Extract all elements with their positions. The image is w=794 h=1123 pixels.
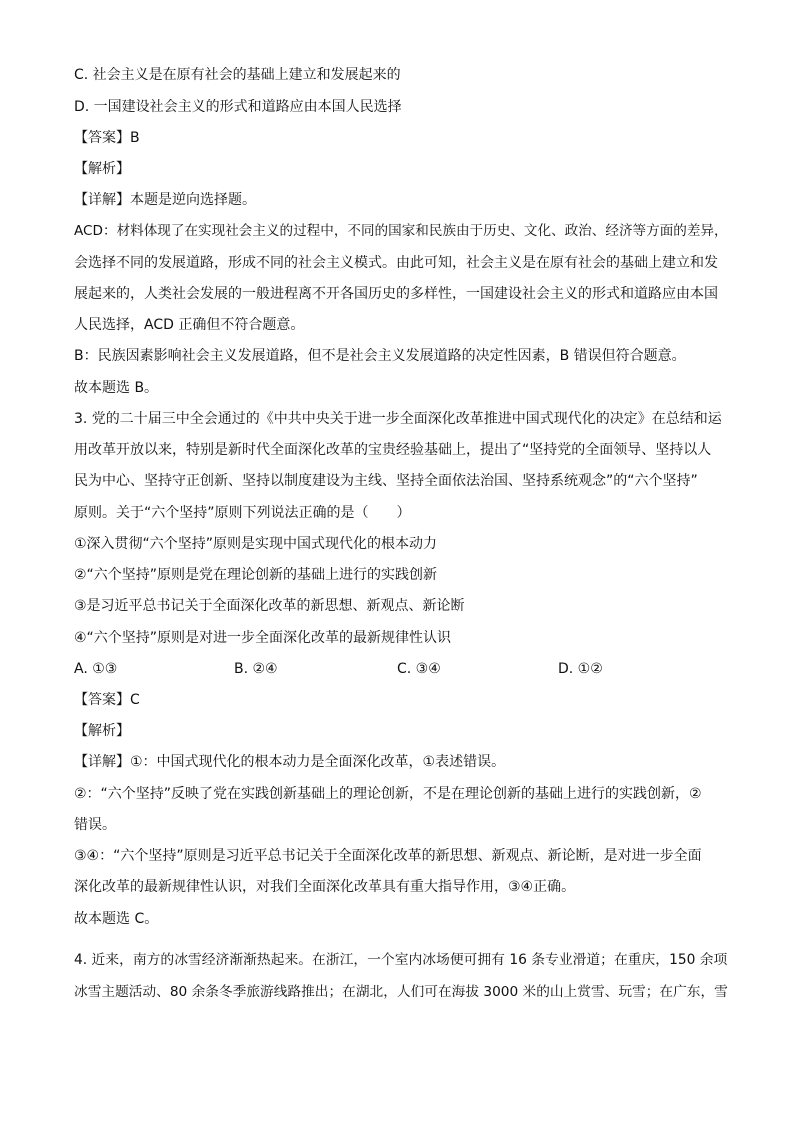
option-a: A. ①③ [74, 661, 118, 677]
option-b: B. ②④ [234, 661, 278, 677]
conclusion-line: 故本题选 B。 [74, 380, 159, 396]
option-d: D. ①② [558, 661, 603, 677]
answer-options [74, 659, 728, 679]
answer-label: 【答案】B [74, 130, 140, 146]
option-c: C. ③④ [397, 661, 441, 677]
explanation-line: 展起来的，人类社会发展的一般进程离不开各国历史的多样性，一国建设社会主义的形式和道路应由本国 [74, 286, 718, 302]
statement-1: ①深入贯彻“六个坚持”原则是实现中国式现代化的根本动力 [74, 536, 438, 552]
question-4-stem: 冰雪主题活动、80 余条冬季旅游线路推出；在湖北，人们可在海拔 3000 米的山上赏雪、玩雪；在广东，雪 [74, 984, 728, 1000]
analysis-label: 【解析】 [74, 161, 130, 177]
explanation-line: 【详解】本题是逆向选择题。 [74, 192, 256, 208]
explanation-line: 人民选择，ACD 正确但不符合题意。 [74, 317, 305, 333]
explanation-line: ③④：“六个坚持”原则是习近平总书记关于全面深化改革的新思想、新观点、新论断，是对进一步全面 [74, 848, 702, 864]
question-3-stem: 3. 党的二十届三中全会通过的《中共中央关于进一步全面深化改革推进中国式现代化的决定》在总结和运 [74, 411, 722, 427]
question-3-stem: 原则。关于“六个坚持”原则下列说法正确的是（ ） [74, 505, 411, 521]
explanation-line: B：民族因素影响社会主义发展道路，但不是社会主义发展道路的决定性因素，B 错误但符合题意。 [74, 348, 686, 364]
question-3-stem: 民为中心、坚持守正创新、坚持以制度建设为主线、坚持全面依法治国、坚持系统观念”的“六个坚持” [74, 473, 698, 489]
explanation-line: 会选择不同的发展道路，形成不同的社会主义模式。由此可知，社会主义是在原有社会的基础上建立和发 [74, 255, 718, 271]
explanation-line: 深化改革的最新规律性认识，对我们全面深化改革具有重大指导作用，③④正确。 [74, 879, 576, 895]
question-3-stem: 用改革开放以来，特别是新时代全面深化改革的宝贵经验基础上，提出了“坚持党的全面领导、坚持以人 [74, 442, 712, 458]
statement-3: ③是习近平总书记关于全面深化改革的新思想、新观点、新论断 [74, 598, 465, 614]
explanation-line: 错误。 [74, 817, 116, 833]
statement-4: ④“六个坚持”原则是对进一步全面深化改革的最新规律性认识 [74, 630, 452, 646]
statement-2: ②“六个坚持”原则是党在理论创新的基础上进行的实践创新 [74, 567, 438, 583]
explanation-line: 【详解】①：中国式现代化的根本动力是全面深化改革，①表述错误。 [74, 754, 506, 770]
question-4-stem: 4. 近来，南方的冰雪经济渐渐热起来。在浙江，一个室内冰场便可拥有 16 条专业滑道；在重庆，150 余项 [74, 952, 728, 968]
analysis-label: 【解析】 [74, 723, 130, 739]
option-d-text: D. 一国建设社会主义的形式和道路应由本国人民选择 [74, 99, 402, 115]
option-c-text: C. 社会主义是在原有社会的基础上建立和发展起来的 [74, 67, 401, 83]
conclusion-line: 故本题选 C。 [74, 911, 159, 927]
explanation-line: ②：“六个坚持”反映了党在实践创新基础上的理论创新，不是在理论创新的基础上进行的实践创新，② [74, 786, 702, 802]
answer-label: 【答案】C [74, 692, 140, 708]
explanation-line: ACD：材料体现了在实现社会主义的过程中，不同的国家和民族由于历史、文化、政治、经济等方面的差异， [74, 223, 728, 239]
